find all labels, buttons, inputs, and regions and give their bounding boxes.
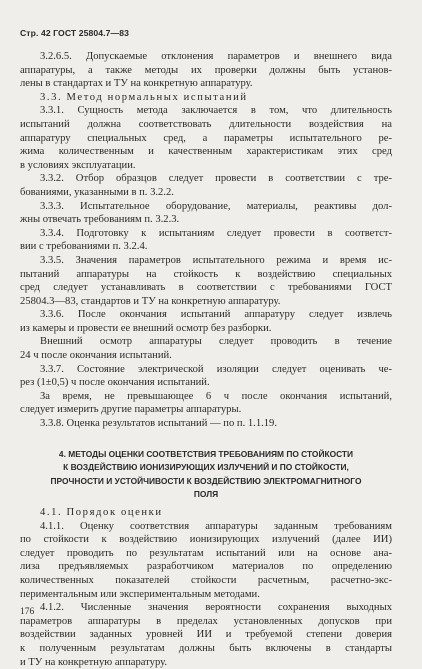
text-line: лены в стандартах и ТУ на конкретную аппаратуру. xyxy=(20,78,253,90)
text-line: 3.3.8. Оценка результатов испытаний — по п. 1.1.19. xyxy=(40,418,278,430)
text-line: воздействии заданных уровней ИИ и требуемой степени доверия xyxy=(20,629,392,641)
text-line: 3.3.7. Состояние электрической изоляции следует оценивать че- xyxy=(40,363,392,375)
text-line: аппаратуры, а также методы их проверки должны быть установ- xyxy=(20,64,392,76)
text-line: Внешний осмотр аппаратуры следует проводить в течение xyxy=(40,336,392,348)
text-line: 24 ч после окончания испытаний. xyxy=(20,350,172,362)
text-line: 3.3.3. Испытательное оборудование, материалы, реактивы дол- xyxy=(40,200,392,212)
text-line: по стойкости к воздействию ионизирующих излучений (далее ИИ) xyxy=(20,534,392,546)
text-line: периментальным или экспериментальным методами. xyxy=(20,588,260,600)
text-line: 3.3.1. Сущность метода заключается в том, что длительность xyxy=(40,105,392,117)
text-line: количественных показателей стойкости расчетным, расчетно-экс- xyxy=(20,574,392,586)
text-line: 25804.3—83, стандартов и ТУ на конкретную аппаратуру. xyxy=(20,295,281,307)
text-line: 4.1. Порядок оценки xyxy=(40,507,163,518)
spacer xyxy=(20,431,392,448)
section-heading-line: ПРОЧНОСТИ И УСТОЙЧИВОСТИ К ВОЗДЕЙСТВИЮ ЭЛЕКТРОМАГНИТНОГО xyxy=(50,475,362,486)
text-line: жны отвечать требованиям п. 3.2.3. xyxy=(20,214,180,226)
section-heading-line: ПОЛЯ xyxy=(193,489,219,500)
text-line: к полученным результатам должны быть включены в стандарты xyxy=(20,642,392,654)
text-line: 4.1.1. Оценку соответствия аппаратуры заданным требованиям xyxy=(40,520,392,532)
text-line: следует измерить другие параметры аппаратуры. xyxy=(20,404,242,416)
text-line: лиза предъявляемых разработчиком материалов по определению xyxy=(20,561,392,573)
text-line: бованиями, указанными в п. 3.2.2. xyxy=(20,186,174,198)
text-line: пытаний аппаратуры на стойкость к воздействию специальных xyxy=(20,268,392,280)
text-line: 4.1.2. Численные значения вероятности сохранения выходных xyxy=(40,602,392,614)
page-number: 176 xyxy=(20,607,35,617)
text-line: следует проводить по результатам испытаний или на основе ана- xyxy=(20,547,392,559)
text-line: из камеры и провести ее внешний осмотр без разборки. xyxy=(20,322,272,334)
text-line: 3.3.2. Отбор образцов следует провести в соответствии с тре- xyxy=(40,173,392,185)
page-header: Стр. 42 ГОСТ 25804.7—83 xyxy=(20,28,129,38)
text-line: 3.3.6. После окончания испытаний аппаратуру следует извлечь xyxy=(40,309,392,321)
text-line: параметров аппаратуры в пределах установленных допусков при xyxy=(20,615,392,627)
text-line: вии с требованиями п. 3.2.4. xyxy=(20,241,148,253)
text-line: рез (1±0,5) ч после окончания испытаний. xyxy=(20,377,210,389)
section-heading-line: 4. МЕТОДЫ ОЦЕНКИ СООТВЕТСТВИЯ ТРЕБОВАНИЯМ ПО СТОЙКОСТИ xyxy=(58,448,354,459)
text-line: и ТУ на конкретную аппаратуру. xyxy=(20,656,167,668)
text-line: сред следует устанавливать в соответствии с требованиями ГОСТ xyxy=(20,282,392,294)
text-line: 3.3.4. Подготовку к испытаниям следует провести в соответст- xyxy=(40,227,392,239)
text-line: 3.2.6.5. Допускаемые отклонения параметров и внешнего вида xyxy=(40,51,392,62)
text-line: испытаний должна соответствовать длительности воздействия на xyxy=(20,118,392,130)
text-line: 3.3.5. Значения параметров испытательного режима и время ис- xyxy=(40,254,392,266)
text-line: За время, не превышающее 6 ч после окончания испытаний, xyxy=(40,390,392,402)
body-text xyxy=(20,50,392,669)
text-line: в условиях эксплуатации. xyxy=(20,159,136,171)
section-heading-line: К ВОЗДЕЙСТВИЮ ИОНИЗИРУЮЩИХ ИЗЛУЧЕНИЙ И ПО СТОЙКОСТИ, xyxy=(63,462,349,473)
text-line: жима количественным и качественным характеристикам этих сред xyxy=(20,146,392,158)
text-line: аппаратуру специальных сред, а параметры испытательного ре- xyxy=(20,132,392,144)
text-line: 3.3. Метод нормальных испытаний xyxy=(40,91,248,103)
